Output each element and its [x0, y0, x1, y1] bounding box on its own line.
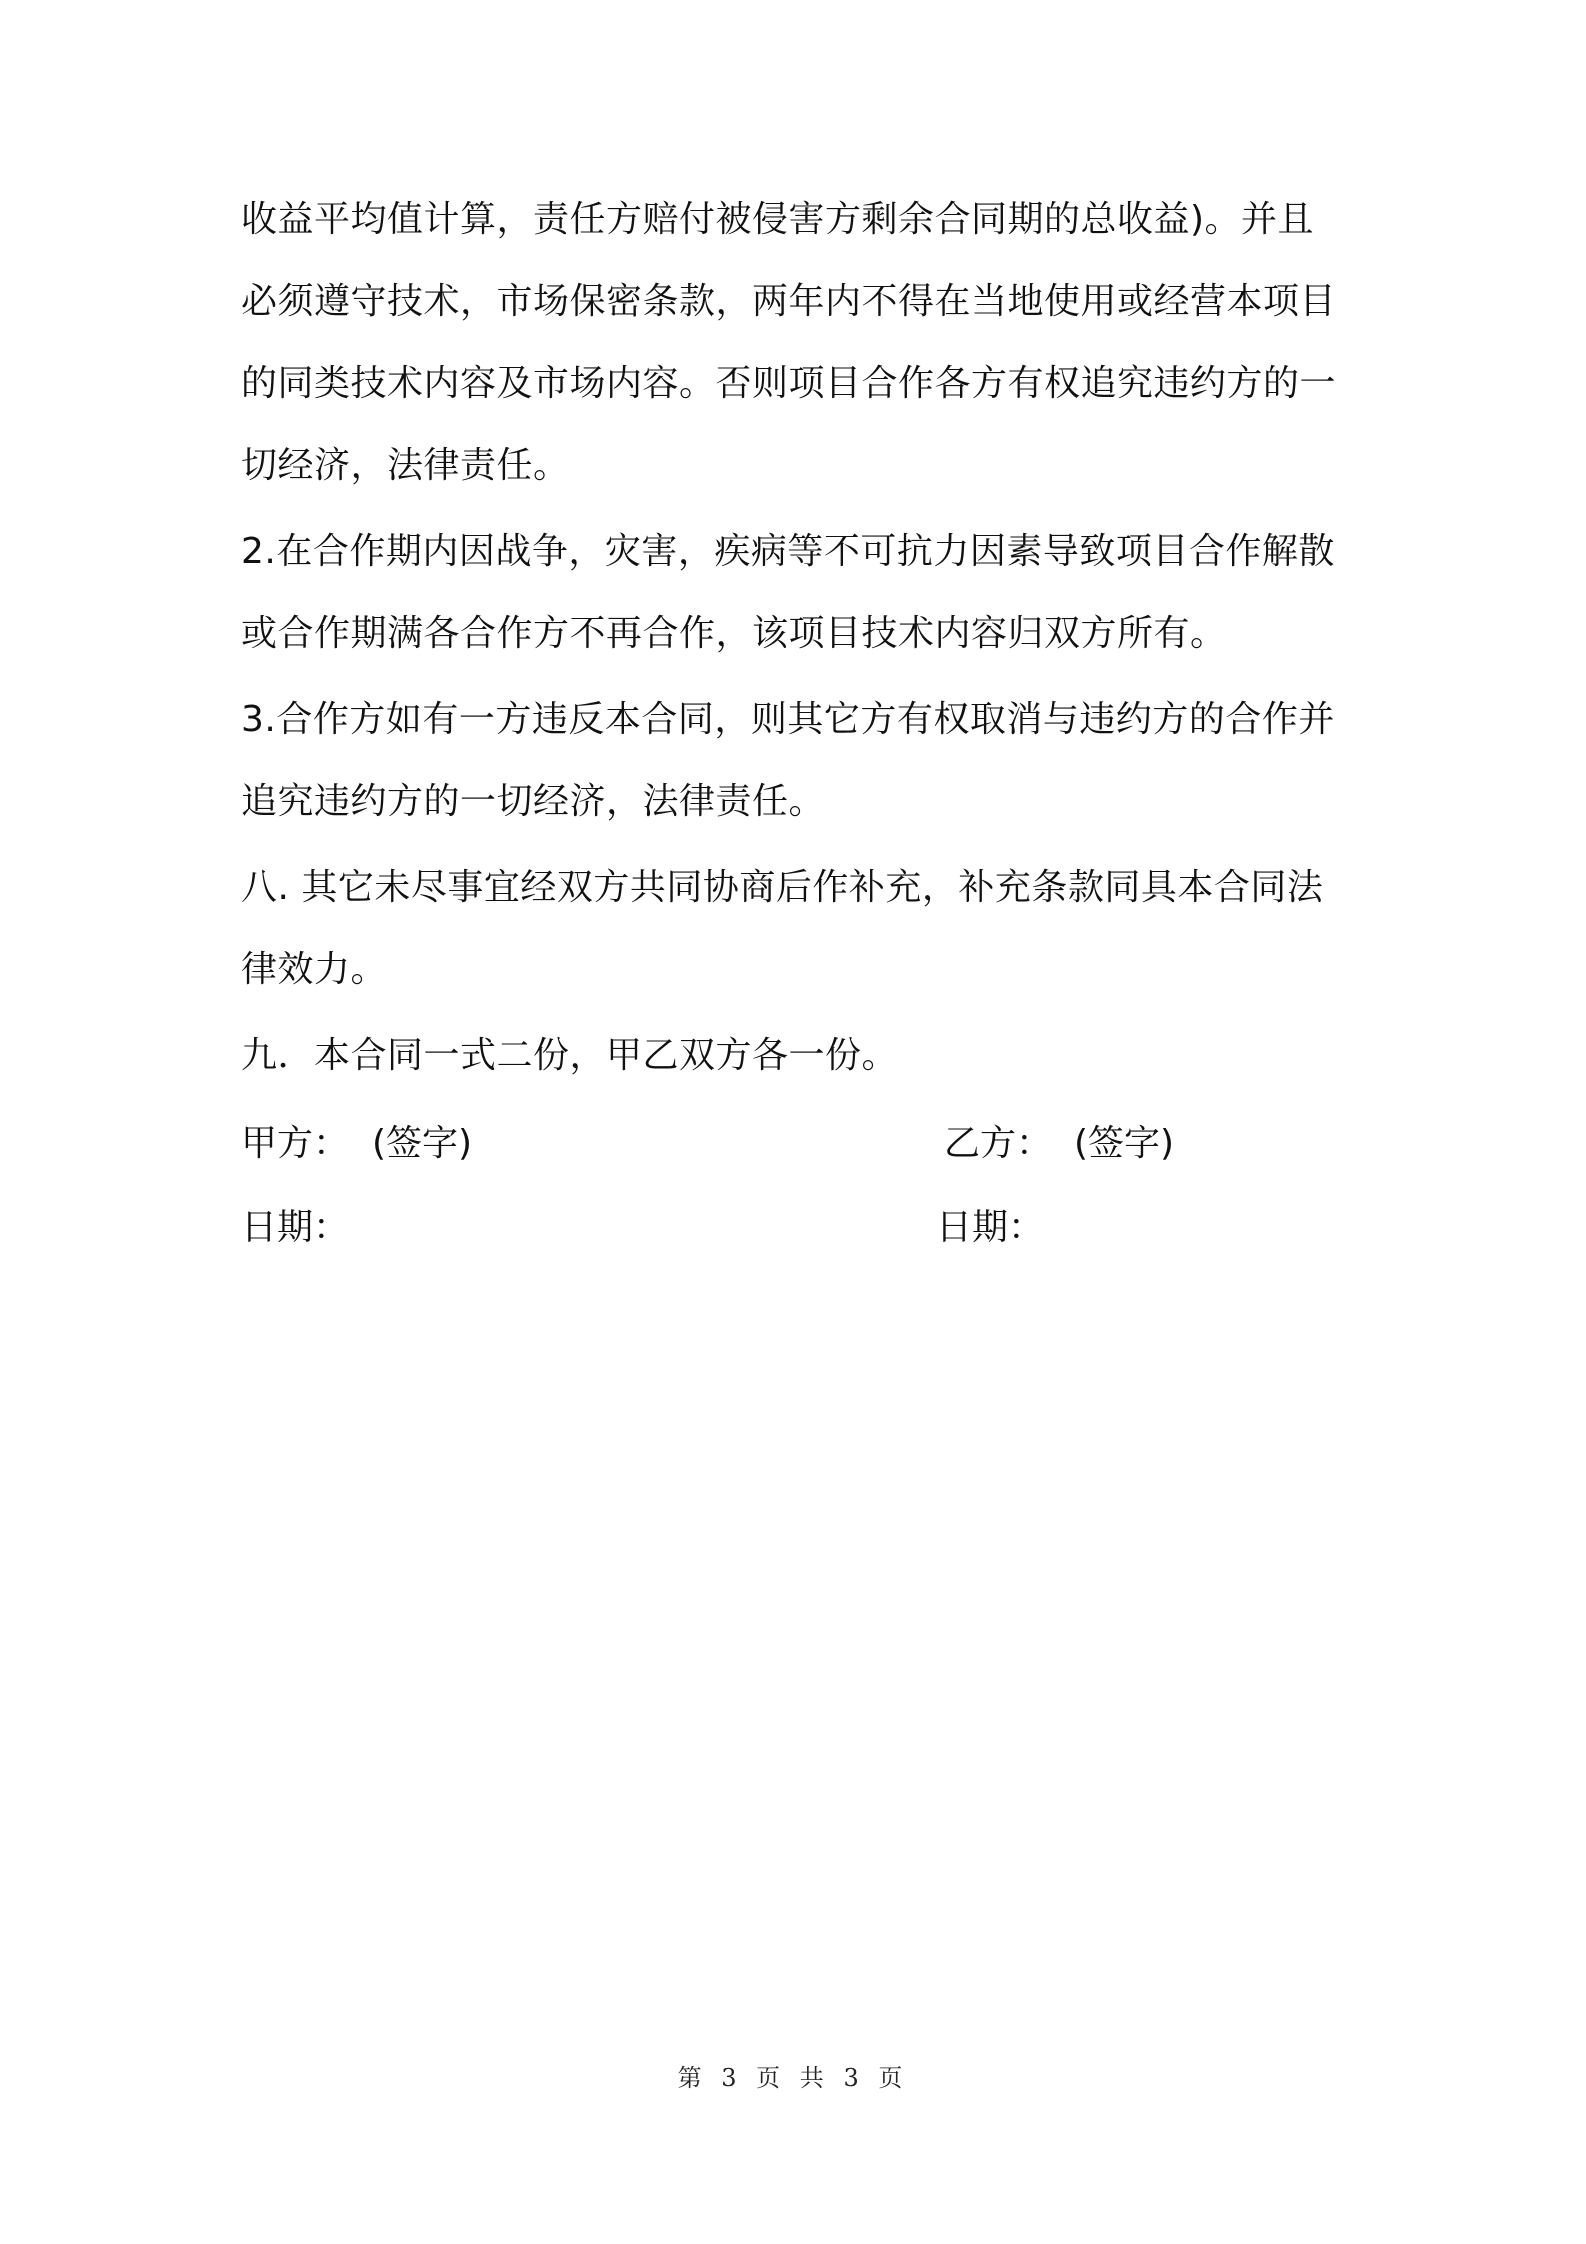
text-line: 的同类技术内容及市场内容。否则项目合作各方有权追究违约方的一 [241, 363, 1337, 404]
page-footer: 第 3 页 共 3 页 [677, 2064, 909, 2092]
party-b-sign: (签字) [1074, 1123, 1175, 1164]
text-line: 或合作期满各合作方不再合作，该项目技术内容归双方所有。 [241, 613, 1227, 654]
text-line: 追究违约方的一切经济，法律责任。 [241, 781, 826, 822]
text-line: 收益平均值计算，责任方赔付被侵害方剩余合同期的总收益)。并且 [241, 199, 1315, 240]
clause-3: 3.合作方如有一方违反本合同，则其它方有权取消与违约方的合作并 [241, 699, 1335, 740]
party-a-date: 日期： [241, 1207, 350, 1248]
party-b-date: 日期： [936, 1207, 1045, 1248]
party-a-sign: (签字) [372, 1123, 473, 1164]
section-nine: 九．本合同一式二份，甲乙双方各一份。 [241, 1035, 899, 1076]
text-line: 切经济，法律责任。 [241, 445, 570, 486]
text-line: 律效力。 [241, 949, 388, 990]
text-line: 必须遵守技术，市场保密条款，两年内不得在当地使用或经营本项目 [241, 281, 1337, 322]
section-eight: 八. 其它未尽事宜经双方共同协商后作补充，补充条款同具本合同法 [241, 867, 1324, 908]
party-a-label: 甲方： [241, 1123, 350, 1164]
party-b-label: 乙方： [944, 1123, 1053, 1164]
clause-2: 2.在合作期内因战争，灾害，疾病等不可抗力因素导致项目合作解散 [241, 531, 1335, 572]
